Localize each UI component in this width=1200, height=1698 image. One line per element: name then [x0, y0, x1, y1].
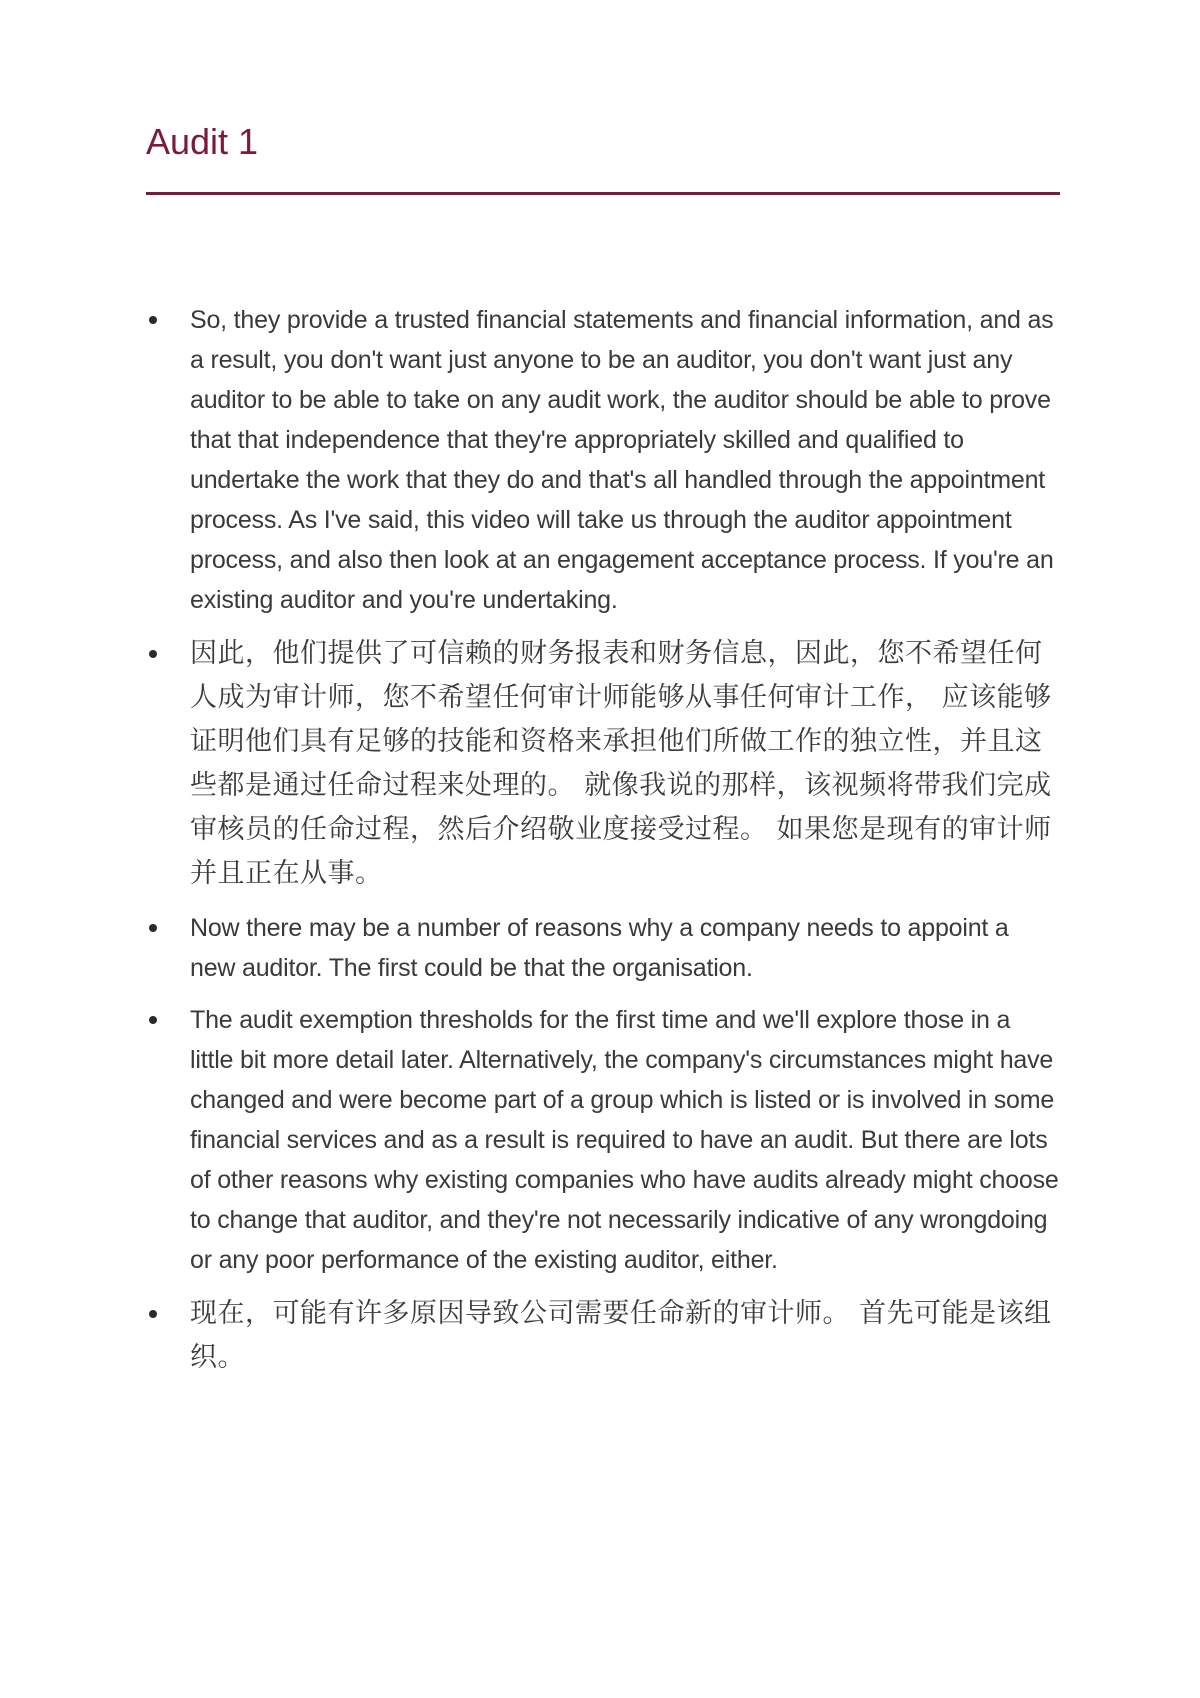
paragraph-text: The audit exemption thresholds for the first time and we'll explore those in a little bit more detail later. Alternatively, the company's circumstances might have changed and were become part of a group which is listed or is involved in some financial services and as a result is required to have an audit. But there are lots of other reasons why existing companies who have audits already might choose to change that auditor, and they're not necessarily indicative of any wrongdoing or any poor performance of the existing auditor, either.	[190, 1006, 1059, 1274]
paragraph-text: 现在，可能有许多原因导致公司需要任命新的审计师。 首先可能是该组织。	[190, 1298, 1052, 1373]
bullet-list	[146, 300, 1060, 1392]
list-item	[146, 632, 1060, 896]
bullet-dot-icon	[149, 1016, 157, 1024]
list-item	[146, 908, 1060, 988]
list-item	[146, 300, 1060, 620]
bullet-dot-icon	[149, 1310, 157, 1318]
title-divider	[146, 192, 1060, 195]
list-item	[146, 1292, 1060, 1380]
bullet-dot-icon	[149, 316, 157, 324]
page-title: Audit 1	[146, 121, 259, 162]
paragraph-text: So, they provide a trusted financial statements and financial information, and as a result, you don't want just anyone to be an auditor, you don't want just any auditor to be able to take on any audit work, the auditor should be able to prove that that independence that they're appropriately skilled and qualified to undertake the work that they do and that's all handled through the appointment process. As I've said, this video will take us through the auditor appointment process, and also then look at an engagement acceptance process. If you're an existing auditor and you're undertaking.	[190, 306, 1054, 614]
paragraph-text: Now there may be a number of reasons why a company needs to appoint a new auditor. The first could be that the organisation.	[190, 914, 1009, 982]
bullet-dot-icon	[149, 924, 157, 932]
bullet-dot-icon	[149, 650, 157, 658]
list-item	[146, 1000, 1060, 1280]
paragraph-text: 因此，他们提供了可信赖的财务报表和财务信息，因此，您不希望任何人成为审计师，您不希望任何审计师能够从事任何审计工作， 应该能够证明他们具有足够的技能和资格来承担他们所做工作的独立性，并且这些都是通过任命过程来处理的。 就像我说的那样，该视频将带我们完成审核员的任命过程，然后介绍敬业度接受过程。 如果您是现有的审计师并且正在从事。	[190, 638, 1052, 889]
